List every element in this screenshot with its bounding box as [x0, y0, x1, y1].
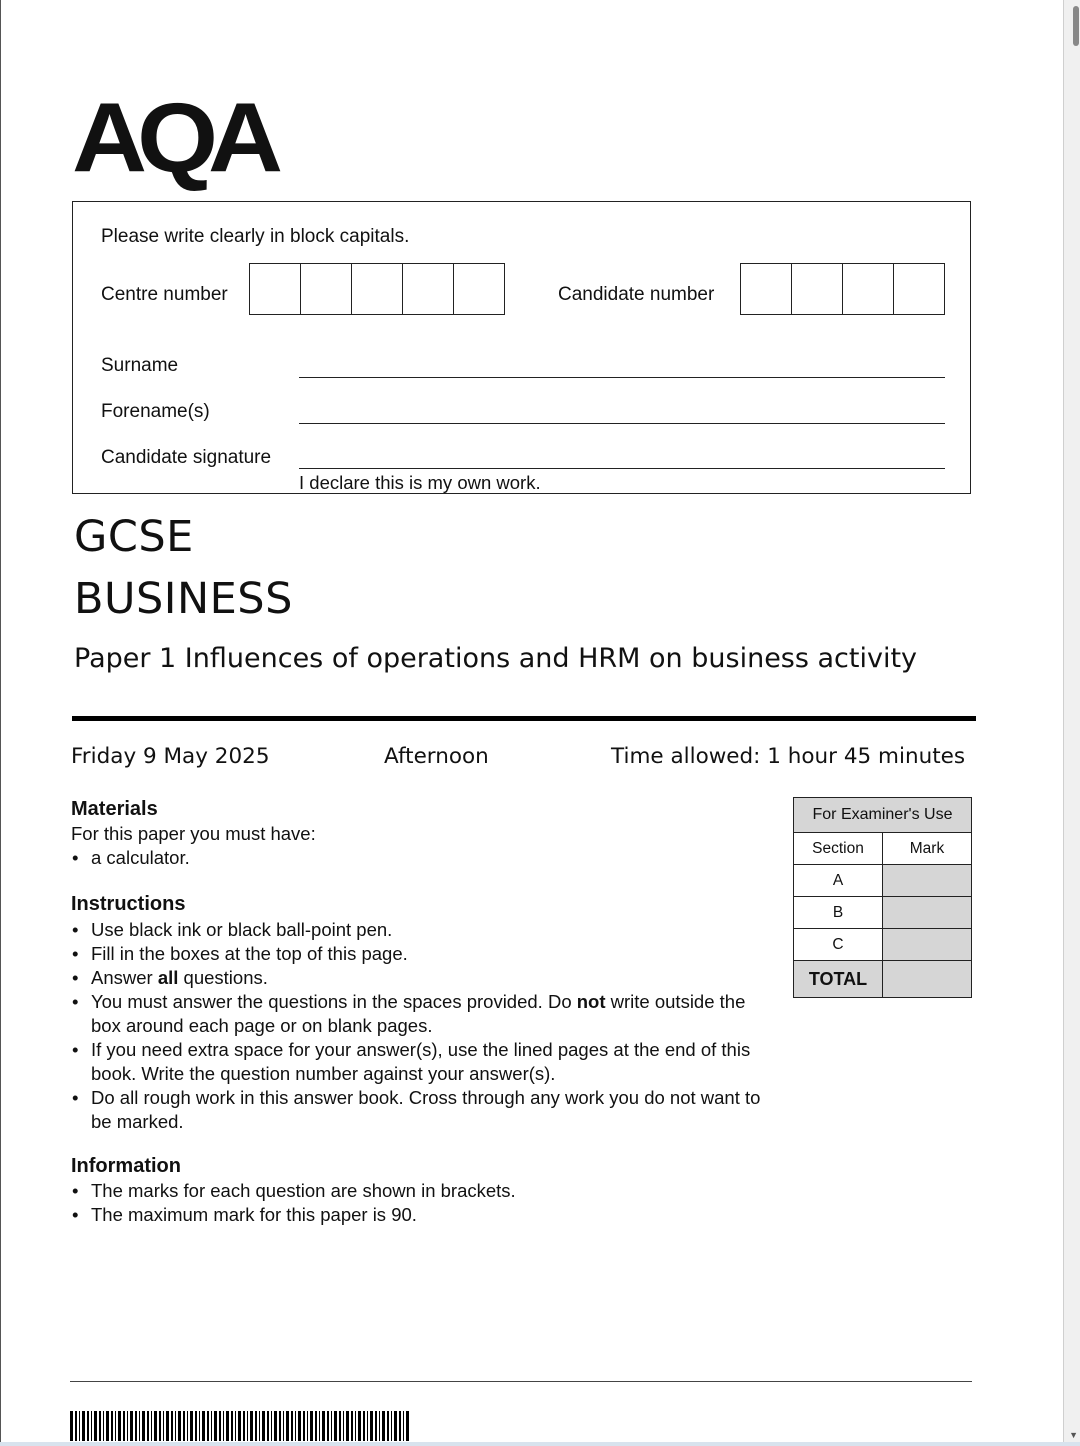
barcode-bar [346, 1411, 349, 1441]
candidate-number-boxes[interactable] [741, 263, 945, 315]
barcode-bar [154, 1411, 157, 1441]
barcode-bar [322, 1411, 325, 1441]
barcode-bar [250, 1411, 253, 1441]
candidate-digit-box[interactable] [893, 263, 945, 315]
list-item: • Fill in the boxes at the top of this page. [71, 942, 771, 966]
barcode-bar [75, 1411, 77, 1441]
centre-number-boxes[interactable] [250, 263, 505, 315]
barcode-bar [103, 1411, 104, 1441]
barcode-bar [219, 1411, 221, 1441]
barcode-bar [142, 1411, 145, 1441]
barcode-bar [267, 1411, 269, 1441]
barcode-bar [358, 1411, 361, 1441]
barcode-bar [387, 1411, 389, 1441]
mark-cell [883, 929, 971, 960]
barcode-bar [91, 1411, 92, 1441]
exam-date: Friday 9 May 2025 [71, 744, 270, 769]
barcode-bar [166, 1411, 169, 1441]
barcode-bar [295, 1411, 296, 1441]
barcode-bar [106, 1411, 109, 1441]
barcode-bar [183, 1411, 185, 1441]
list-item: • The maximum mark for this paper is 90. [71, 1203, 771, 1227]
barcode-bar [315, 1411, 317, 1441]
barcode-bar [82, 1411, 85, 1441]
centre-digit-box[interactable] [300, 263, 352, 315]
barcode-bar [370, 1411, 373, 1441]
barcode-bar [310, 1411, 313, 1441]
qualification-title: GCSE [74, 512, 194, 562]
block-capitals-instruction: Please write clearly in block capitals. [101, 226, 410, 247]
window-bottom-strip [0, 1442, 1080, 1446]
barcode-bar [159, 1411, 161, 1441]
barcode-bar [70, 1411, 73, 1441]
barcode-bar [319, 1411, 320, 1441]
barcode-bar [262, 1411, 265, 1441]
title-rule [72, 716, 976, 721]
barcode-bar [399, 1411, 401, 1441]
barcode-bar [403, 1411, 404, 1441]
footer-rule [70, 1381, 972, 1382]
section-column-header: Section [794, 833, 883, 864]
centre-number-label: Centre number [101, 284, 228, 305]
barcode-bar [178, 1411, 181, 1441]
barcode-bar [394, 1411, 397, 1441]
total-mark-cell [883, 961, 971, 997]
barcode-bar [223, 1411, 224, 1441]
forenames-field[interactable] [299, 423, 945, 424]
barcode-bar [94, 1411, 97, 1441]
barcode-bar [207, 1411, 209, 1441]
barcode-bar [118, 1411, 121, 1441]
barcode-bar [135, 1411, 137, 1441]
candidate-digit-box[interactable] [842, 263, 894, 315]
barcode-bar [247, 1411, 248, 1441]
barcode-bar [99, 1411, 101, 1441]
barcode-bar [271, 1411, 272, 1441]
barcode-bar [139, 1411, 140, 1441]
instructions-heading: Instructions [71, 893, 186, 915]
signature-label: Candidate signature [101, 447, 272, 468]
barcode-bar [202, 1411, 205, 1441]
barcode-bar [127, 1411, 128, 1441]
barcode-bar [391, 1411, 392, 1441]
section-cell: A [794, 865, 883, 896]
barcode-bar [327, 1411, 329, 1441]
examiner-table-title: For Examiner's Use [794, 798, 971, 833]
centre-digit-box[interactable] [453, 263, 505, 315]
barcode-bar [279, 1411, 281, 1441]
barcode-bar [382, 1411, 385, 1441]
time-allowed: Time allowed: 1 hour 45 minutes [611, 744, 966, 769]
barcode-bar [147, 1411, 149, 1441]
barcode-bar [406, 1411, 409, 1441]
barcode-bar [151, 1411, 152, 1441]
list-item: • Do all rough work in this answer book. Cross through any work you do not want to be marked. [71, 1086, 771, 1134]
barcode-bar [283, 1411, 284, 1441]
mark-column-header: Mark [883, 833, 971, 864]
table-row [794, 865, 971, 897]
barcode-bar [79, 1411, 80, 1441]
barcode-bar [255, 1411, 257, 1441]
barcode-bar [190, 1411, 193, 1441]
barcode-bar [367, 1411, 368, 1441]
barcode-bar [211, 1411, 212, 1441]
barcode-bar [375, 1411, 377, 1441]
barcode-bar [339, 1411, 341, 1441]
barcode-bar [214, 1411, 217, 1441]
barcode-bar [187, 1411, 188, 1441]
barcode-bar [238, 1411, 241, 1441]
surname-label: Surname [101, 355, 179, 376]
centre-digit-box[interactable] [402, 263, 454, 315]
centre-digit-box[interactable] [249, 263, 301, 315]
barcode-bar [298, 1411, 301, 1441]
list-item: • a calculator. [71, 846, 771, 870]
list-item: • Answer all questions. [71, 966, 771, 990]
mark-cell [883, 865, 971, 896]
barcode-bar [291, 1411, 293, 1441]
barcode-bar [111, 1411, 113, 1441]
candidate-digit-box[interactable] [740, 263, 792, 315]
barcode-bar [199, 1411, 200, 1441]
barcode-bar [379, 1411, 380, 1441]
barcode-bar [334, 1411, 337, 1441]
barcode-bar [171, 1411, 173, 1441]
barcode-bar [307, 1411, 308, 1441]
barcode-bar [331, 1411, 332, 1441]
list-item: • Use black ink or black ball-point pen. [71, 918, 771, 942]
barcode-bar [235, 1411, 236, 1441]
examiner-use-table [793, 797, 972, 998]
information-heading: Information [71, 1155, 181, 1177]
barcode-bar [363, 1411, 365, 1441]
materials-list [71, 846, 771, 870]
barcode-bar [195, 1411, 197, 1441]
instructions-list [71, 918, 771, 1134]
barcode-bar [130, 1411, 133, 1441]
barcode-bar [259, 1411, 260, 1441]
centre-digit-box[interactable] [351, 263, 403, 315]
barcode-bar [303, 1411, 305, 1441]
vertical-scrollbar[interactable] [1063, 0, 1080, 1446]
candidate-digit-box[interactable] [791, 263, 843, 315]
list-item: • If you need extra space for your answer(s), use the lined pages at the end of this book. Write the question number against your answer(s). [71, 1038, 771, 1086]
materials-intro: For this paper you must have: [71, 823, 316, 844]
scroll-thumb[interactable] [1073, 6, 1079, 46]
barcode-bar [115, 1411, 116, 1441]
barcode-bar [343, 1411, 344, 1441]
barcode-bar [226, 1411, 229, 1441]
subject-title: BUSINESS [74, 574, 293, 624]
total-row [794, 961, 971, 997]
mark-cell [883, 897, 971, 928]
signature-field[interactable] [299, 468, 945, 469]
materials-heading: Materials [71, 798, 158, 820]
barcode-bar [274, 1411, 277, 1441]
barcode-bar [163, 1411, 164, 1441]
list-item: • You must answer the questions in the spaces provided. Do not write outside the box around each page or on blank pages. [71, 990, 771, 1038]
section-cell: B [794, 897, 883, 928]
total-label: TOTAL [794, 961, 883, 997]
paper-title: Paper 1 Influences of operations and HRM on business activity [74, 643, 918, 674]
barcode-bar [243, 1411, 245, 1441]
exam-session: Afternoon [384, 744, 489, 769]
barcode [70, 1411, 410, 1441]
aqa-logo: AQA [72, 82, 274, 194]
page-edge [0, 0, 1, 1446]
candidate-number-label: Candidate number [558, 284, 715, 305]
table-row [794, 929, 971, 961]
section-cell: C [794, 929, 883, 960]
forenames-label: Forename(s) [101, 401, 210, 422]
own-work-declaration: I declare this is my own work. [299, 472, 541, 493]
candidate-details-box [72, 201, 971, 494]
barcode-bar [87, 1411, 89, 1441]
table-row [794, 897, 971, 929]
barcode-bar [231, 1411, 233, 1441]
barcode-bar [355, 1411, 356, 1441]
barcode-bar [175, 1411, 176, 1441]
examiner-table-header-row [794, 833, 971, 865]
barcode-bar [286, 1411, 289, 1441]
information-list [71, 1179, 771, 1227]
barcode-bar [123, 1411, 125, 1441]
list-item: • The marks for each question are shown in brackets. [71, 1179, 771, 1203]
barcode-bar [351, 1411, 353, 1441]
surname-field[interactable] [299, 377, 945, 378]
scroll-down-arrow-icon[interactable]: ▼ [1069, 1430, 1078, 1440]
